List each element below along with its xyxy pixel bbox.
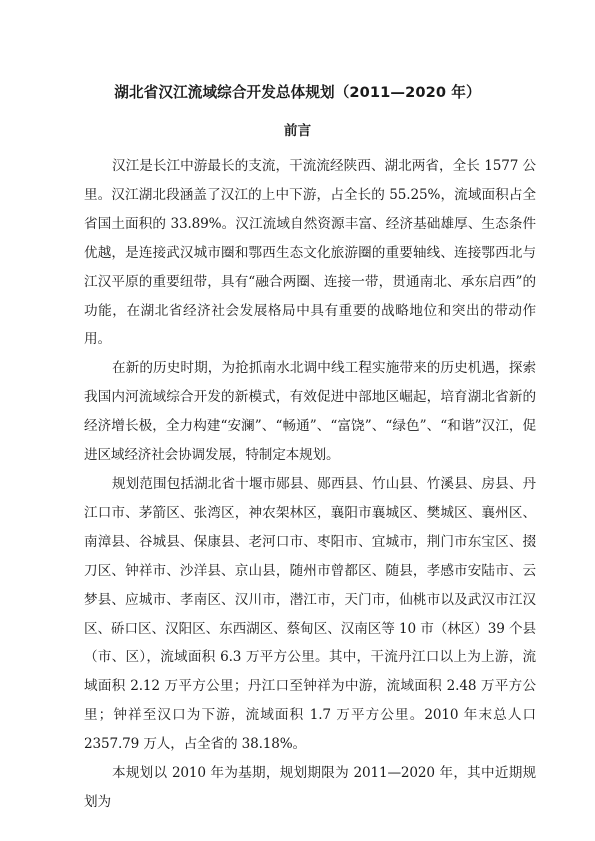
document-body (84, 152, 536, 817)
paragraph-4: 本规划以 2010 年为基期，规划期限为 2011—2020 年，其中近期规划为 (84, 765, 536, 810)
paragraph-2: 在新的历史时期，为抢抓南水北调中线工程实施带来的历史机遇，探索我国内河流域综合开发的新模式，有效促进中部地区崛起，培育湖北省新的经济增长极，全力构建“安澜”、“畅通”、“富饶”、“绿色”、“和谐”汉江，促进区域经济社会协调发展，特制定本规划。 (84, 360, 536, 464)
section-heading: 前言 (283, 123, 312, 139)
document-title: 湖北省汉江流域综合开发总体规划（2011—2020 年） (114, 84, 481, 101)
paragraph-3: 规划范围包括湖北省十堰市郧县、郧西县、竹山县、竹溪县、房县、丹江口市、茅箭区、张湾区，神农架林区，襄阳市襄城区、樊城区、襄州区、南漳县、谷城县、保康县、老河口市、枣阳市、宜城市，荆门市东宝区、掇刀区、钟祥市、沙洋县、京山县，随州市曾都区、随县，孝感市安陆市、云梦县、应城市、孝南区、汉川市，潜江市，天门市，仙桃市以及武汉市江汉区、硚口区、汉阳区、东西湖区、蔡甸区、汉南区等 10 市（林区）39 个县（市、区），流域面积 6.3 万平方公里。其中，干流丹江口以上为上游，流域面积 2.12 万平方公里；丹江口至钟祥为中游，流域面积 2.48 万平方公里；钟祥至汉口为下游，流域面积 1.7 万平方公里。2010 年末总人口 2357.79 万人，占全省的 38.18%。 (84, 475, 536, 753)
paragraph-1: 汉江是长江中游最长的支流，干流流经陕西、湖北两省，全长 1577 公里。汉江湖北段涵盖了汉江的上中下游，占全长的 55.25%，流域面积占全省国土面积的 33.89%。汉江流域自然资源丰富、经济基础雄厚、生态条件优越，是连接武汉城市圈和鄂西生态文化旅游圈的重要轴线、连接鄂西北与江汉平原的重要纽带，具有“融合两圈、连接一带，贯通南北、承东启西”的功能，在湖北省经济社会发展格局中具有重要的战略地位和突出的带动作用。 (84, 158, 536, 348)
